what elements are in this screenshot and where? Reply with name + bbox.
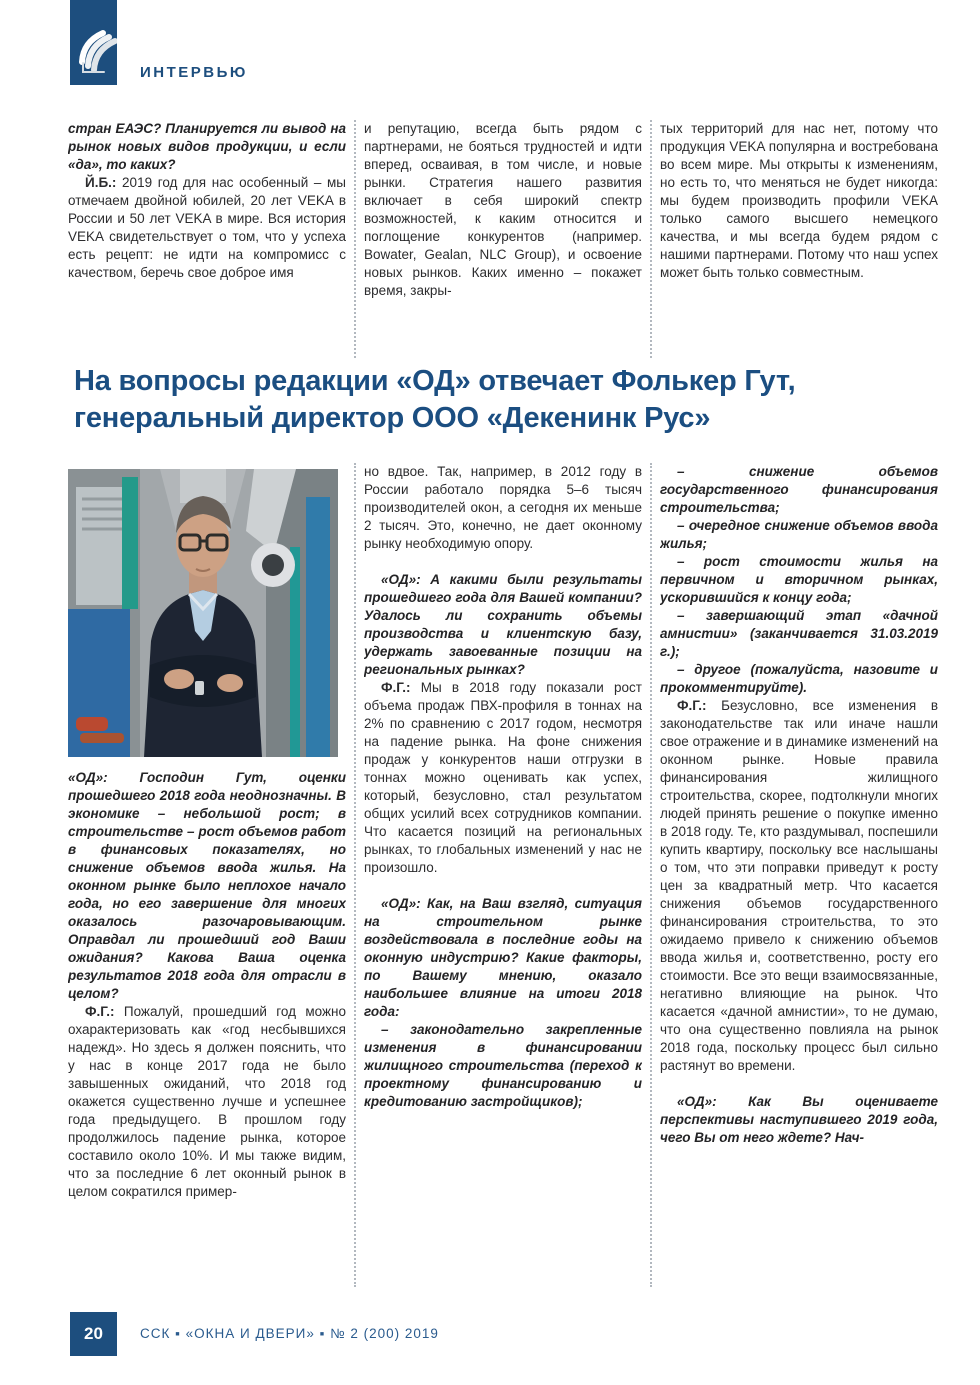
column-separator bbox=[354, 463, 356, 1287]
question-paragraph: стран ЕАЭС? Планируется ли вывод на рынок новых видов продукции, и если «да», то каких? bbox=[68, 121, 346, 172]
question-paragraph: «ОД»: Как, на Ваш взгляд, ситуация на строительном рынке воздействовала в последние годы на оконную индустрию? Какие факторы, по Вашему мнению, оказало наибольшее влияние на итоги 2018 года: bbox=[364, 896, 642, 1019]
headline-line-1: На вопросы редакции «ОД» отвечает Фолькер Гут, bbox=[74, 365, 796, 397]
column-separator bbox=[650, 463, 652, 1287]
column-separator bbox=[354, 120, 356, 358]
bullet-item: – рост стоимости жилья на первичном и вторичном рынках, ускорившийся к концу года; bbox=[660, 554, 938, 605]
section-label: ИНТЕРВЬЮ bbox=[140, 64, 248, 81]
intro-article-columns bbox=[68, 120, 938, 358]
page-number: 20 bbox=[84, 1324, 103, 1343]
article-headline bbox=[74, 363, 796, 437]
body-paragraph: но вдвое. Так, например, в 2012 году в России работало порядка 5–6 тысяч производителей окон, а сегодня их меньше 2 тысяч. Это, конечно, не дает оконному рынку необходимую опору. bbox=[364, 464, 642, 551]
interview-column-1 bbox=[68, 463, 346, 1287]
answer-paragraph bbox=[364, 679, 642, 877]
answer-text: Мы в 2018 году показали рост объема продаж ПВХ-профиля в тоннах на 2% по сравнению с 2017 годом, несмотря на падение рынка. На фоне снижения продаж у конкурентов наши отгрузки в тоннах можно оценивать как успех, который, безусловно, стал результатом общих усилий всех сотрудников компании. Что касается позиций на региональных рынках, то глобальных изменений у нас не произошло. bbox=[364, 680, 642, 875]
interview-columns bbox=[68, 463, 938, 1287]
bullet-item: – завершающий этап «дачной амнистии» (заканчивается 31.03.2019 г.); bbox=[660, 608, 938, 659]
body-paragraph: и репутацию, всегда быть рядом с партнерами, не бояться трудностей и идти вперед, осваивая, в том числе, и новые рынки. Стратегия нашего развития включает в себя широкий спектр возможностей, к каким относится и поглощение конкурентов (например. Bowater, Gealan, NLC Group), и освоение новых рынков. Каких именно – покажет время, закры- bbox=[364, 121, 642, 298]
intro-column-3 bbox=[660, 120, 938, 358]
answer-paragraph bbox=[660, 697, 938, 1075]
answer-text: Пожалуй, прошедший год можно охарактеризовать как «год несбывшихся надежд». Но здесь я должен пояснить, что у нас в конце 2017 года не было завышенных ожиданий, что 2018 год окажется существенно лучше и успешнее года предыдущего. В прошлом году продолжилось падение рынка, которое составило около 10%. И мы также видим, что за последние 6 лет оконный рынок в целом сократился пример- bbox=[68, 1004, 346, 1199]
question-paragraph: «ОД»: А какими были результаты прошедшего года для Вашей компании? Удалось ли сохранить объемы производства и клиентскую базу, удержать завоеванные позиции на региональных рынках? bbox=[364, 572, 642, 677]
interview-column-2 bbox=[364, 463, 642, 1287]
magazine-logo-box bbox=[70, 0, 117, 85]
answer-text: Безусловно, все изменения в законодательстве так или иначе нашли свое отражение и в динамике изменений на оконном рынке. Новые правила финансирования жилищного строительства, скорее, подтолкнули многих людей принять решение о покупке именно в 2018 году. Те, кто раздумывал, поспешили купить квартиру, поскольку все наслышаны о том, что эти поправки приведут к росту цен за квадратный метр. Что касается снижения объемов государственного финансирования строительства, то это ожидаемо привело к снижению объемов ввода жилья и, соответственно, росту его стоимости. Все это вещи взаимосвязанные, негативно влияющие на рынок. Что касается «дачной амнистии», то не думаю, что она существенно повлияла на рынок 2018 года, поскольку процесс был сильно растянут во времени. bbox=[660, 698, 938, 1073]
speaker-initials: Ф.Г.: bbox=[85, 1004, 115, 1019]
bullet-item: – другое (пожалуйста, назовите и прокомментируйте). bbox=[660, 662, 938, 695]
journal-info-line: ССК ▪ «ОКНА И ДВЕРИ» ▪ № 2 (200) 2019 bbox=[140, 1326, 439, 1341]
interview-column-3 bbox=[660, 463, 938, 1287]
portrait-photo bbox=[68, 469, 338, 757]
answer-text: 2019 год для нас особенный – мы отмечаем двойной юбилей, 20 лет VEKA в России и 50 лет VEKA в мире. Вся история VEKA свидетельствует о том, что у успеха есть рецепт: не идти на компромисс с качеством, беречь свое доброе имя bbox=[68, 175, 346, 280]
intro-column-2 bbox=[364, 120, 642, 358]
answer-paragraph bbox=[68, 1003, 346, 1201]
question-paragraph: «ОД»: Господин Гут, оценки прошедшего 2018 года неоднозначны. В экономике – небольшой рост; в строительстве – рост объемов работ в финансовых показателях, но снижение объемов ввода жилья. На оконном рынке было неплохое начало года, но его завершение для многих оказалось разочаровывающим. Оправдал ли прошедший год Ваши ожидания? Какова Ваша оценка результатов 2018 года для отрасли в целом? bbox=[68, 770, 346, 1001]
speaker-initials: Й.Б.: bbox=[85, 175, 117, 190]
answer-paragraph bbox=[68, 174, 346, 282]
bullet-item: – очередное снижение объемов ввода жилья; bbox=[660, 518, 938, 551]
speaker-initials: Ф.Г.: bbox=[381, 680, 411, 695]
body-paragraph: тых территорий для нас нет, потому что продукция VEKA популярна и востребована во всем мире. Мы открыты к изменениям, но есть то, что меняться не будет никогда: мы будем производить профили VEKA только самого высшего немецкого качества, и мы всегда будем рядом с нашими партнерами. Потому что наш успех может быть только совместным. bbox=[660, 121, 938, 280]
headline-line-2: генеральный директор ООО «Декенинк Рус» bbox=[74, 402, 711, 434]
fanned-pages-icon bbox=[70, 0, 117, 85]
column-separator bbox=[650, 120, 652, 358]
bullet-item: – снижение объемов государственного финансирования строительства; bbox=[660, 464, 938, 515]
speaker-initials: Ф.Г.: bbox=[677, 698, 707, 713]
question-paragraph: «ОД»: Как Вы оцениваете перспективы наступившего 2019 года, чего Вы от него ждете? Нач- bbox=[660, 1094, 938, 1145]
page-number-box bbox=[70, 1312, 117, 1356]
intro-column-1 bbox=[68, 120, 346, 358]
bullet-item: – законодательно закрепленные изменения в финансировании жилищного строительства (переход к проектному финансированию и кредитованию застройщиков); bbox=[364, 1022, 642, 1109]
